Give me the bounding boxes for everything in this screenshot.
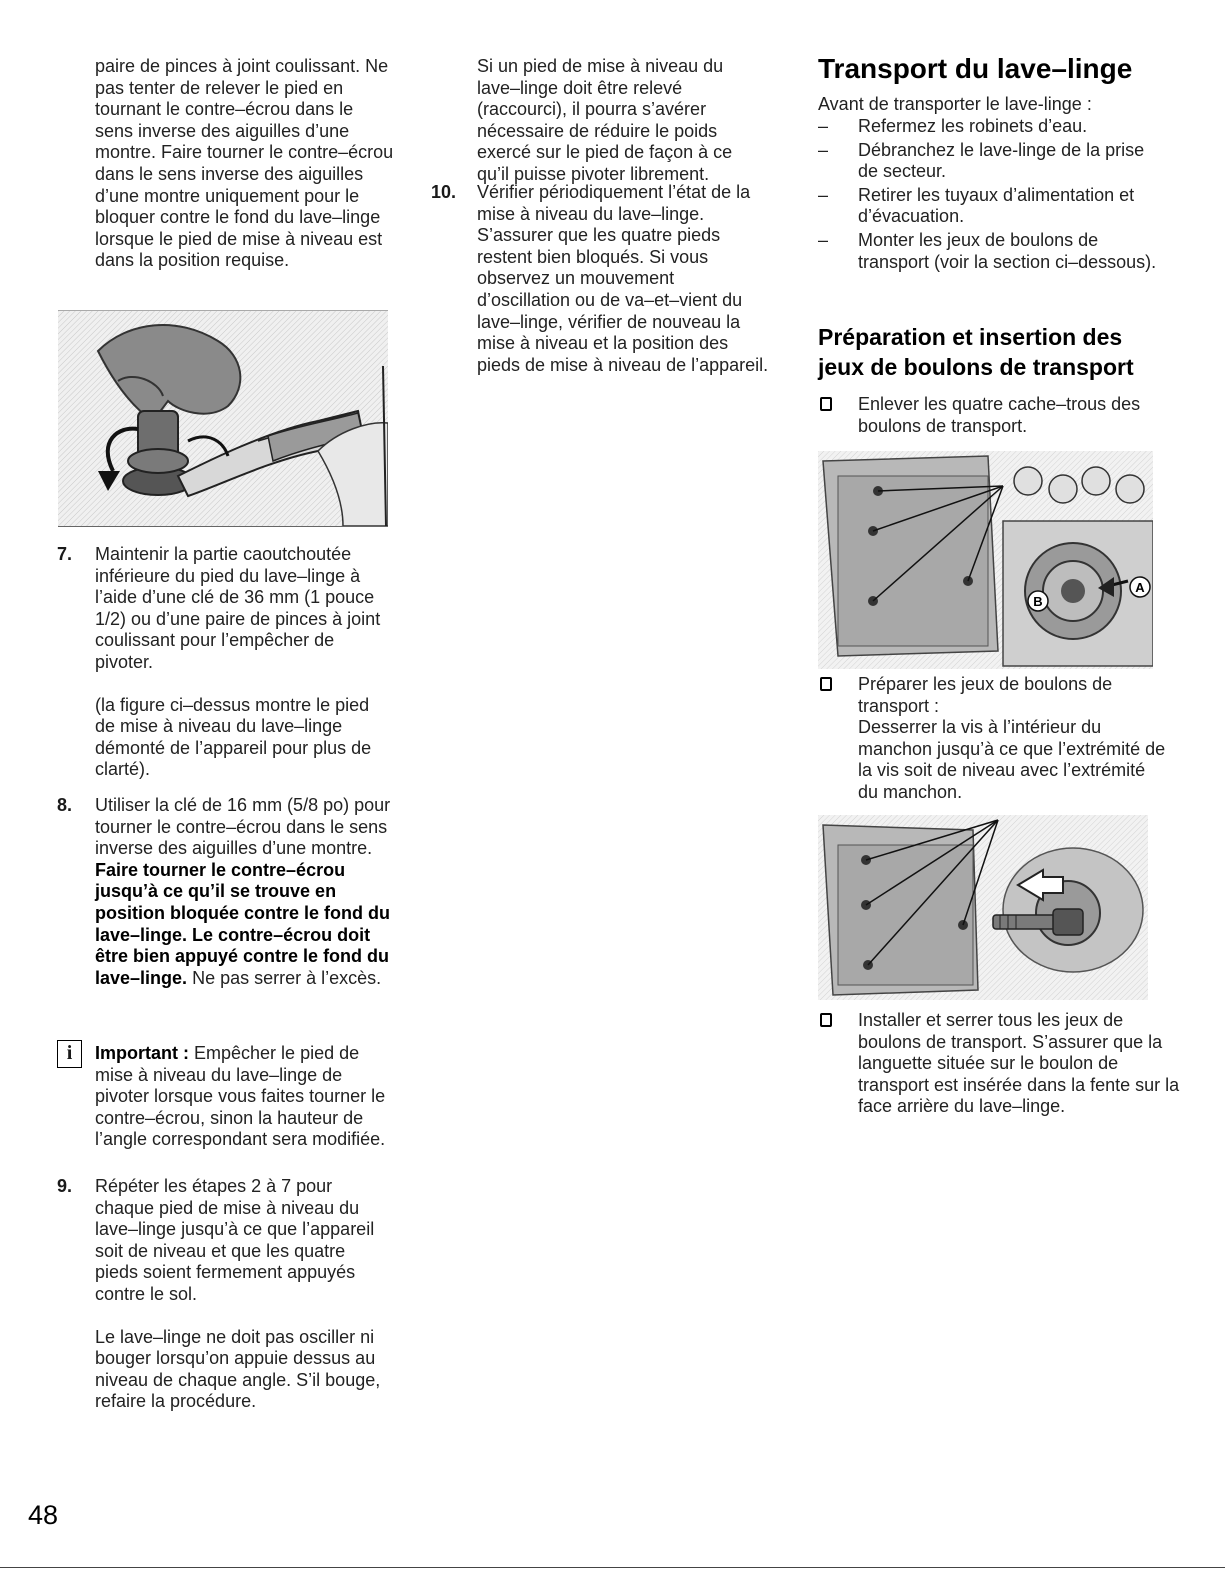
checklist-subtext: Desserrer la vis à l’intérieur du manchon jusqu’à ce que l’extrémité de la vis soit de niveau avec l’extrémité du manchon. (858, 717, 1166, 802)
leveling-foot-figure (58, 310, 388, 527)
page-number: 48 (28, 1500, 59, 1530)
step-text: Répéter les étapes 2 à 7 pour chaque pied de mise à niveau du lave–linge jusqu’à ce que l’appareil soit de niveau et que les quatre pieds soient fermement appuyés contre le sol. (95, 1176, 375, 1304)
checklist-text: Enlever les quatre cache–trous des boulons de transport. (858, 394, 1141, 436)
leveling-foot-illustration (58, 311, 388, 526)
callout-b: B (1033, 594, 1043, 609)
list-item: – Débranchez le lave-linge de la prise de secteur. (818, 139, 1145, 182)
transport-bolt-figure (818, 815, 1148, 1000)
step-8 (57, 795, 395, 989)
list-item: – Monter les jeux de boulons de transport (voir la section ci–dessous). (818, 229, 1157, 272)
checklist-item-2 (818, 674, 1168, 804)
step-text-end: Ne pas serrer à l’excès. (192, 967, 382, 988)
section-title: Transport du lave–linge (818, 53, 1133, 84)
step-note: (la figure ci–dessus montre le pied de mise à niveau du lave–linge démonté de l’appareil pour plus de clarté). (95, 694, 372, 780)
list-item: – Refermez les robinets d’eau. (818, 116, 1088, 136)
step-number: 10. (431, 182, 457, 202)
list-item: – Retirer les tuyaux d’alimentation et d’évacuation. (818, 184, 1135, 227)
step-number: 8. (57, 795, 73, 815)
important-label: Important : (95, 1043, 189, 1063)
checklist-text: Préparer les jeux de boulons de transport : (858, 674, 1113, 716)
important-body: Empêcher le pied de mise à niveau du lave–linge de pivoter lorsque vous faites tourner le contre–écrou, sinon la hauteur de l’angle correspondant sera modifiée. (95, 1043, 386, 1150)
checklist-item-1 (818, 394, 1163, 437)
step-7 (57, 544, 385, 781)
step-number: 9. (57, 1176, 73, 1196)
transport-steps-list (818, 116, 1163, 275)
important-text (95, 1043, 395, 1151)
info-icon: i (57, 1040, 82, 1068)
callout-a: A (1135, 580, 1145, 595)
step-text-start: Utiliser la clé de 16 mm (5/8 po) pour tourner le contre–écrou dans le sens inverse des aiguilles d’une montre. (95, 795, 391, 859)
transport-bolt-illustration (818, 815, 1148, 1000)
intro-paragraph: paire de pinces à joint coulissant. Ne pas tenter de relever le pied en tournant le contre–écrou dans le sens inverse des aiguilles d’une montre. Faire tourner le contre–écrou dans le sens inverse des aiguilles d’une montre uniquement pour le bloquer contre le fond du lave–linge lorsque le pied de mise à niveau est dans la position requise. (95, 56, 394, 271)
step-9 (57, 1176, 385, 1413)
step-text (95, 795, 395, 989)
checklist-item-3 (818, 1010, 1188, 1118)
col2-intro: Si un pied de mise à niveau du lave–linge doit être relevé (raccourci), il pourra s’avérer nécessaire de réduire le poids exercé sur le pied de façon à ce qu’il puisse pivoter librement. (477, 56, 733, 184)
checkbox-icon (820, 397, 832, 411)
footer-divider (0, 1567, 1225, 1568)
step-number: 7. (57, 544, 73, 564)
checkbox-icon (820, 1013, 832, 1027)
step-text: Vérifier périodiquement l’état de la mise à niveau du lave–linge. S’assurer que les quatre pieds restent bien bloqués. Si vous observez un mouvement d’oscillation ou de va–et–vient du lave–linge, vérifier de nouveau la mise à niveau et la position des pieds de mise à niveau de l’appareil. (477, 182, 769, 375)
hole-covers-figure (818, 451, 1153, 669)
checklist-text: Installer et serrer tous les jeux de boulons de transport. S’assurer que la languette située sur le boulon de transport est insérée dans la fente sur la face arrière du lave–linge. (858, 1010, 1180, 1117)
checkbox-icon (820, 677, 832, 691)
step-text-bold: Faire tourner le contre–écrou jusqu’à ce qu’il se trouve en position bloquée contre le fond du lave–linge. Le contre–écrou doit être bien appuyé contre le fond du lave–linge. (95, 859, 390, 988)
transport-lead: Avant de transporter le lave-linge : (818, 94, 1092, 114)
step-note: Le lave–linge ne doit pas osciller ni bouger lorsqu’on appuie dessus au niveau de chaque angle. S’il bouge, refaire la procédure. (95, 1326, 381, 1412)
hole-covers-illustration (818, 451, 1153, 669)
step-text: Maintenir la partie caoutchoutée inférieure du pied du lave–linge à l’aide d’une clé de 36 mm (1 pouce 1/2) ou d’une paire de pinces à joint coulissant pour l’empêcher de pivoter. (95, 544, 381, 672)
section-subtitle: Préparation et insertion des jeux de boulons de transport (818, 324, 1134, 380)
step-10 (431, 182, 772, 376)
